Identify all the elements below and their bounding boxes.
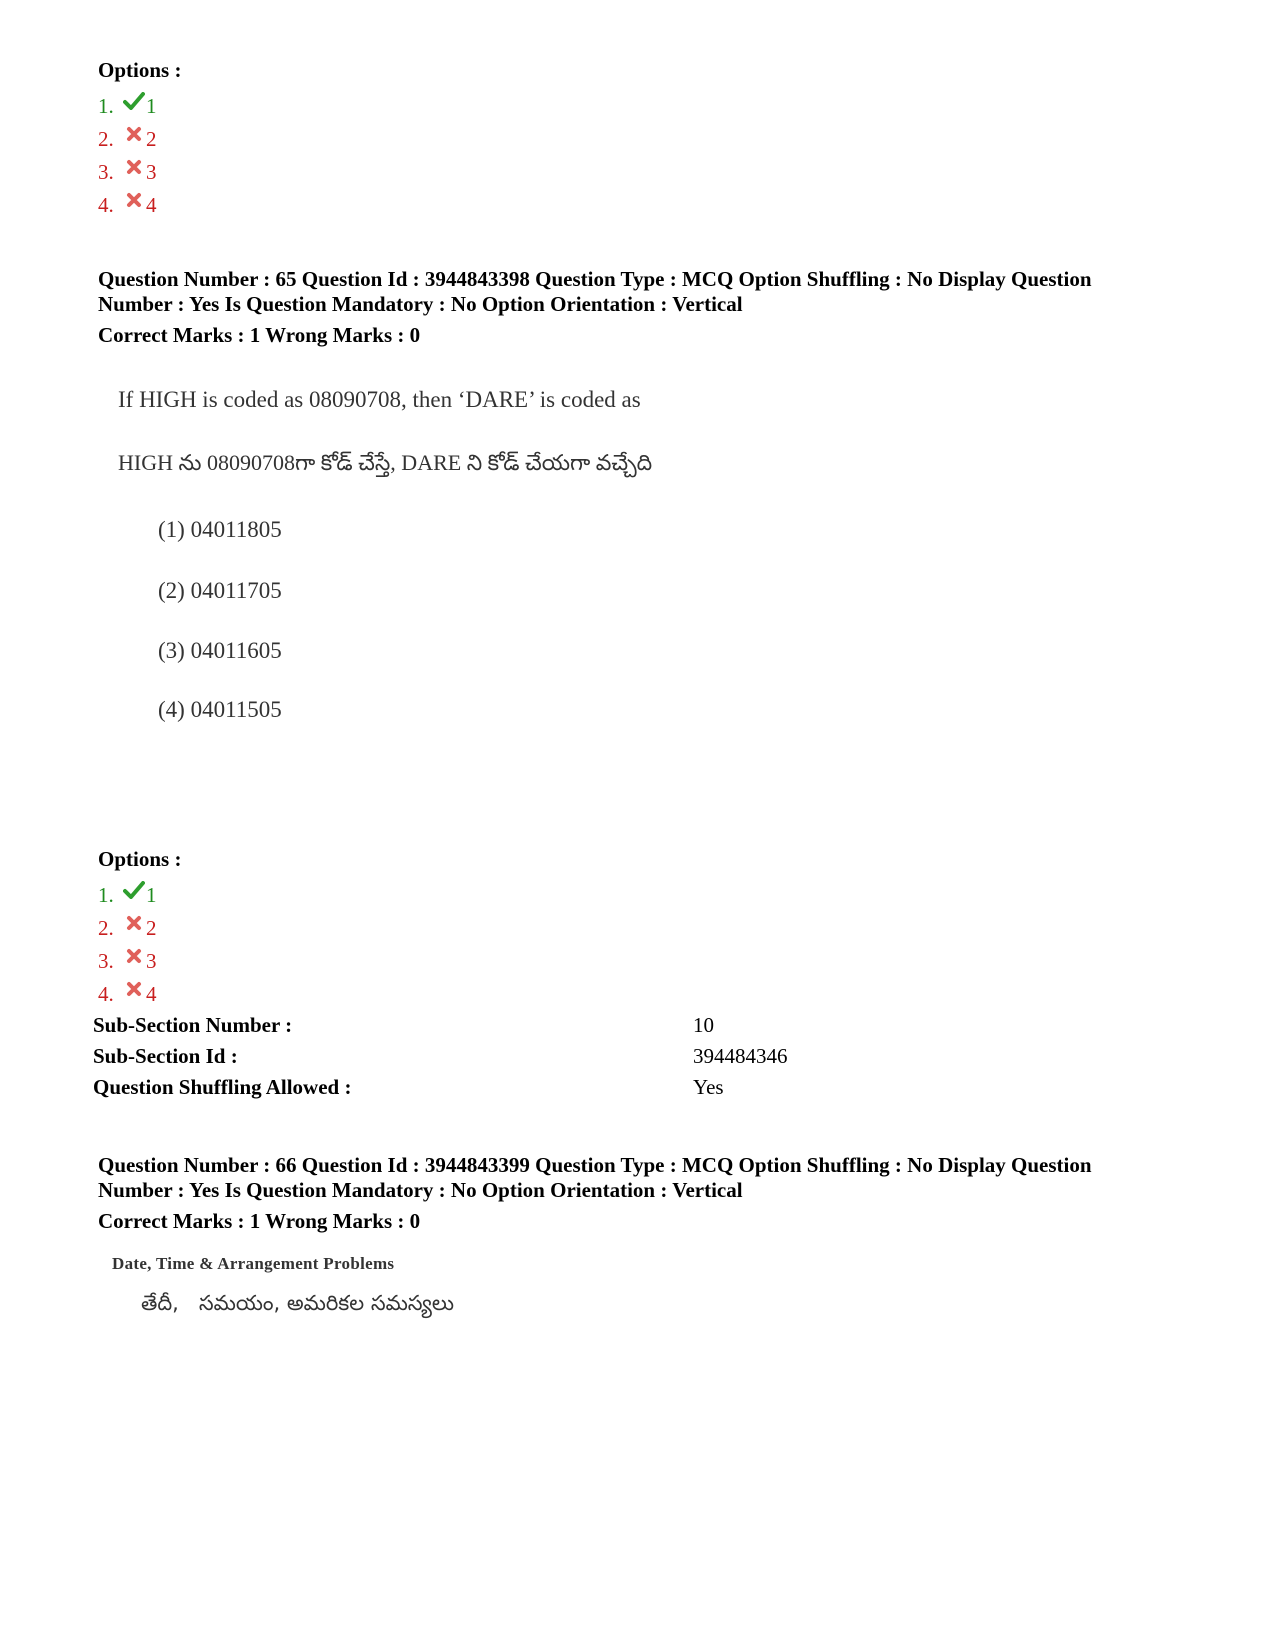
subsection-id-label: Sub-Section Id : [93, 1044, 238, 1068]
options-label: Options : [98, 847, 182, 871]
option-value: 3 [146, 160, 157, 184]
check-icon [122, 881, 146, 899]
options-label: Options : [98, 58, 182, 82]
question-shuffling-value: Yes [693, 1075, 724, 1099]
option-number: 3. [98, 160, 114, 184]
option-value: 2 [146, 127, 157, 151]
option-value: 3 [146, 949, 157, 973]
q65-marks: Correct Marks : 1 Wrong Marks : 0 [98, 323, 421, 347]
option-number: 4. [98, 982, 114, 1006]
cross-icon [122, 159, 146, 175]
q66-marks: Correct Marks : 1 Wrong Marks : 0 [98, 1209, 421, 1233]
q65-choice-1: (1) 04011805 [158, 517, 282, 542]
cross-icon [122, 192, 146, 208]
q65-choice-4: (4) 04011505 [158, 697, 282, 722]
q65-choice-3: (3) 04011605 [158, 638, 282, 663]
q65-meta-line1: Question Number : 65 Question Id : 3944843398 Question Type : MCQ Option Shuffling : No Display Question [98, 267, 1092, 291]
option-number: 3. [98, 949, 114, 973]
q66-heading-en: Date, Time & Arrangement Problems [112, 1254, 395, 1273]
question-shuffling-label: Question Shuffling Allowed : [93, 1075, 352, 1099]
option-value: 4 [146, 193, 157, 217]
subsection-id-value: 394484346 [693, 1044, 788, 1068]
option-value: 1 [146, 94, 157, 118]
options-list [98, 90, 157, 222]
cross-icon [122, 981, 146, 997]
option-row [98, 945, 157, 978]
option-number: 1. [98, 883, 114, 907]
q65-choice-2: (2) 04011705 [158, 578, 282, 603]
q65-question-text-te: HIGH ను 08090708గా కోడ్ చేస్తే, DARE ని కోడ్ చేయగా వచ్చేది [118, 450, 653, 475]
cross-icon [122, 948, 146, 964]
q66-heading-te: తేదీ, సమయం, అమరికల సమస్యలు [141, 1291, 455, 1315]
q66-metadata [98, 1153, 1092, 1234]
options-list [98, 879, 157, 1011]
option-number: 2. [98, 916, 114, 940]
option-row [98, 123, 157, 156]
q66-meta-line2: Number : Yes Is Question Mandatory : No Option Orientation : Vertical [98, 1178, 743, 1202]
q65-question-text-en: If HIGH is coded as 08090708, then ‘DARE’ is coded as [118, 387, 641, 412]
option-number: 2. [98, 127, 114, 151]
check-icon [122, 92, 146, 110]
option-row [98, 879, 157, 912]
cross-icon [122, 126, 146, 142]
option-row [98, 156, 157, 189]
option-value: 2 [146, 916, 157, 940]
option-value: 4 [146, 982, 157, 1006]
q66-meta-line1: Question Number : 66 Question Id : 3944843399 Question Type : MCQ Option Shuffling : No Display Question [98, 1153, 1092, 1177]
option-row [98, 90, 157, 123]
option-row [98, 912, 157, 945]
q65-metadata [98, 267, 1092, 348]
option-row [98, 978, 157, 1011]
option-value: 1 [146, 883, 157, 907]
subsection-number-label: Sub-Section Number : [93, 1013, 293, 1037]
option-number: 1. [98, 94, 114, 118]
option-row [98, 189, 157, 222]
cross-icon [122, 915, 146, 931]
q65-meta-line2: Number : Yes Is Question Mandatory : No Option Orientation : Vertical [98, 292, 743, 316]
subsection-number-value: 10 [693, 1013, 714, 1037]
option-number: 4. [98, 193, 114, 217]
